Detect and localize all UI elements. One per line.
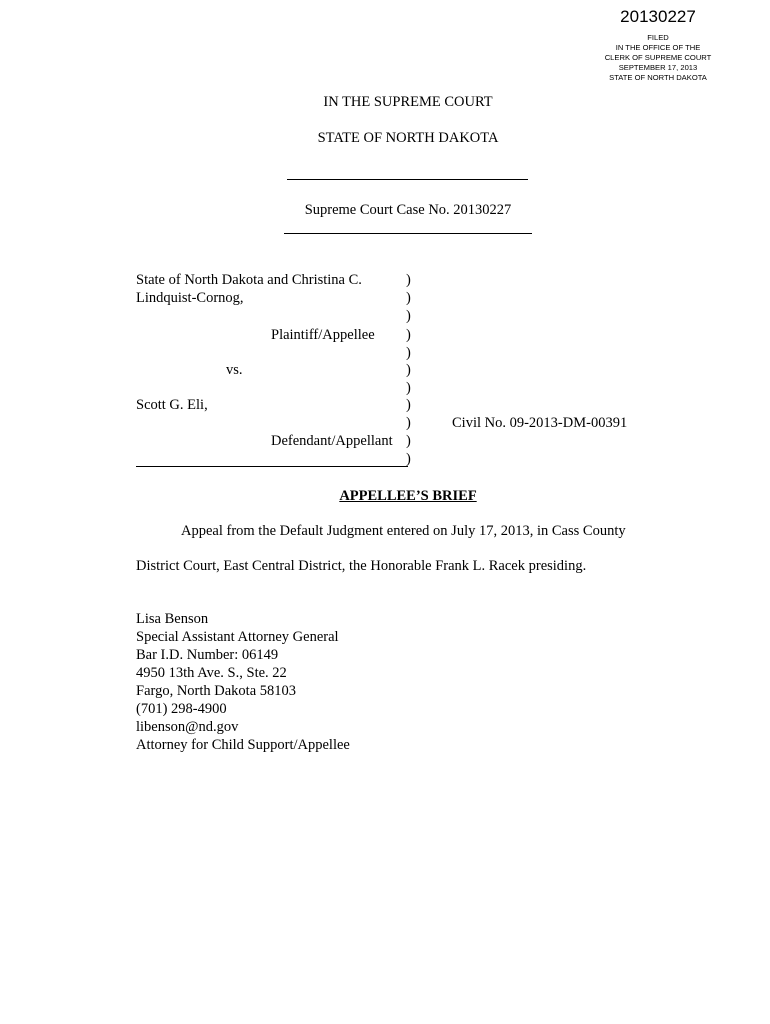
- caption-paren: ): [406, 290, 411, 306]
- stamp-line: FILED: [647, 33, 669, 42]
- versus-label: vs.: [226, 362, 243, 378]
- case-number: Supreme Court Case No. 20130227: [304, 202, 512, 218]
- attorney-title: Special Assistant Attorney General: [136, 629, 339, 645]
- court-heading: IN THE SUPREME COURT: [323, 94, 493, 110]
- stamp-line: IN THE OFFICE OF THE: [615, 43, 701, 52]
- caption-paren: ): [406, 451, 411, 467]
- plaintiff-name-line2: Lindquist-Cornog,: [136, 290, 244, 306]
- appeal-text-line2: District Court, East Central District, the Honorable Frank L. Racek presiding.: [136, 558, 587, 574]
- caption-paren: ): [406, 362, 411, 378]
- attorney-role: Attorney for Child Support/Appellee: [136, 737, 350, 753]
- caption-paren: ): [406, 272, 411, 288]
- brief-title: APPELLEE’S BRIEF: [339, 488, 477, 504]
- caption-paren: ): [406, 397, 411, 413]
- stamp-line: SEPTEMBER 17, 2013: [618, 63, 698, 72]
- caption-paren: ): [406, 345, 411, 361]
- plaintiff-name-line1: State of North Dakota and Christina C.: [136, 272, 362, 288]
- filing-stamp-number: 20130227: [620, 7, 696, 26]
- caption-rule: [136, 466, 408, 467]
- appeal-text-line1: Appeal from the Default Judgment entered on July 17, 2013, in Cass County: [181, 523, 626, 539]
- caption-paren: ): [406, 433, 411, 449]
- defendant-role: Defendant/Appellant: [271, 433, 393, 449]
- attorney-phone: (701) 298-4900: [136, 701, 227, 717]
- caption-paren: ): [406, 415, 411, 431]
- civil-case-number: Civil No. 09-2013-DM-00391: [452, 415, 628, 431]
- stamp-line: CLERK OF SUPREME COURT: [604, 53, 712, 62]
- attorney-address-street: 4950 13th Ave. S., Ste. 22: [136, 665, 287, 681]
- stamp-line: STATE OF NORTH DAKOTA: [609, 73, 707, 82]
- caption-paren: ): [406, 380, 411, 396]
- attorney-bar-id: Bar I.D. Number: 06149: [136, 647, 279, 663]
- attorney-name: Lisa Benson: [136, 611, 209, 627]
- caption-paren: ): [406, 327, 411, 343]
- heading-rule-top: [287, 179, 528, 180]
- plaintiff-role: Plaintiff/Appellee: [271, 327, 375, 343]
- attorney-email: libenson@nd.gov: [136, 719, 239, 735]
- state-heading: STATE OF NORTH DAKOTA: [317, 130, 499, 146]
- defendant-name: Scott G. Eli,: [136, 397, 208, 413]
- heading-rule-bottom: [284, 233, 532, 234]
- caption-paren: ): [406, 308, 411, 324]
- attorney-address-city: Fargo, North Dakota 58103: [136, 683, 297, 699]
